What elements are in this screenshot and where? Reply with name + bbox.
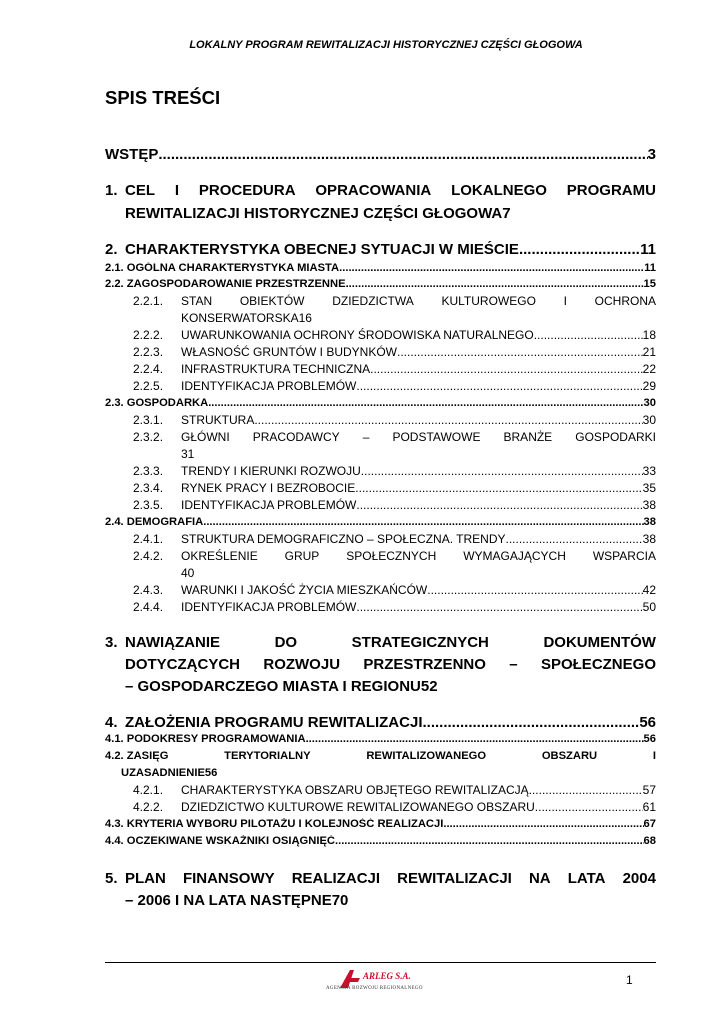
toc-entry-label: 4.3. KRYTERIA WYBORU PILOTAŻU I KOLEJNOŚĆ REALIZACJI: [105, 818, 444, 830]
logo-triangle-inner: [346, 978, 360, 982]
toc-entry-4-3[interactable]: [105, 818, 656, 830]
toc-entry-label: 2.4. DEMOGRAFIA: [105, 516, 204, 528]
toc-entry-chapter-3-line3[interactable]: [125, 678, 656, 695]
toc-entry-2-2-2[interactable]: [105, 328, 656, 342]
toc-page-number: 68: [643, 835, 656, 847]
toc-entry-number: 4.: [105, 714, 118, 731]
toc-entry-label: CHARAKTERYSTYKA OBSZARU OBJĘTEGO REWITALIZACJĄ: [181, 783, 529, 797]
toc-page-number: 56: [204, 767, 218, 779]
dot-leader: [535, 800, 643, 814]
toc-entry-label: TRENDY I KIERUNKI ROZWOJU: [181, 464, 361, 478]
toc-entry-number: 2.: [105, 241, 118, 258]
dot-leader: [422, 714, 639, 731]
dot-leader: [335, 835, 644, 847]
toc-entry-number: 2.2.4.: [133, 362, 164, 376]
toc-entry-2-3-4[interactable]: [105, 481, 656, 495]
toc-page-number: 16: [298, 311, 312, 325]
toc-page-number: 7: [502, 205, 511, 222]
toc-entry-label: 2.2. ZAGOSPODAROWANIE PRZESTRZENNE: [105, 278, 346, 290]
toc-entry-label: 2.3. GOSPODARKA: [105, 397, 209, 409]
toc-page-number: 40: [181, 566, 195, 580]
dot-leader: [254, 413, 642, 427]
dot-leader: [158, 146, 647, 163]
toc-entry-label: ZAŁOŻENIA PROGRAMU REWITALIZACJI: [125, 714, 423, 731]
toc-page-number: 56: [643, 733, 656, 745]
toc-page-number: 38: [643, 516, 656, 528]
toc-entry-label: IDENTYFIKACJA PROBLEMÓW: [181, 600, 357, 614]
toc-entry-label: INFRASTRUKTURA TECHNICZNA: [181, 362, 371, 376]
toc-page-number: 61: [642, 800, 656, 814]
toc-entry-label: 4.4. OCZEKIWANE WSKAŹNIKI OSIĄGNIĘĆ: [105, 835, 335, 847]
dot-leader: [355, 481, 642, 495]
logo-name: ARLEG S.A.: [363, 971, 411, 981]
toc-entry-2-1[interactable]: [105, 262, 656, 274]
toc-entry-number: 2.4.4.: [133, 600, 164, 614]
dot-leader: [361, 464, 643, 478]
page-number: 1: [626, 973, 633, 987]
toc-entry-label: WARUNKI I JAKOŚĆ ŻYCIA MIESZKAŃCÓW: [181, 583, 428, 597]
toc-entry-label-line1: CEL I PROCEDURA OPRACOWANIA LOKALNEGO PROGRAMU: [125, 182, 656, 199]
toc-page-number: 22: [642, 362, 656, 376]
toc-entry-chapter-3[interactable]: [105, 634, 656, 651]
toc-page-number: 29: [642, 379, 656, 393]
dot-leader: [306, 733, 644, 745]
toc-entry-2-2-5[interactable]: [105, 379, 656, 393]
toc-entry-4-2-cont[interactable]: [121, 767, 656, 779]
toc-entry-number: 2.2.5.: [133, 379, 164, 393]
toc-entry-label: IDENTYFIKACJA PROBLEMÓW: [181, 498, 357, 512]
toc-entry-number: 2.2.1.: [133, 294, 164, 308]
dot-leader: [443, 818, 643, 830]
dot-leader: [339, 262, 644, 274]
toc-entry-2-4-3[interactable]: [105, 583, 656, 597]
toc-entry-label: WSTĘP: [105, 146, 159, 163]
toc-page-number: 56: [639, 714, 656, 731]
toc-entry-2-2-4[interactable]: [105, 362, 656, 376]
toc-page-number: 33: [642, 464, 656, 478]
toc-page-number: 42: [642, 583, 656, 597]
toc-entry-number: 5.: [105, 870, 118, 887]
toc-entry-number: 2.3.5.: [133, 498, 164, 512]
toc-entry-chapter-1-cont[interactable]: [125, 205, 656, 222]
toc-entry-label-line2: UZASADNIENIE: [121, 767, 205, 779]
toc-entry-wstep[interactable]: [105, 146, 656, 163]
toc-page-number: 30: [642, 413, 656, 427]
dot-leader: [519, 241, 640, 258]
toc-entry-chapter-4[interactable]: [105, 714, 656, 731]
toc-entry-label-line3: – GOSPODARCZEGO MIASTA I REGIONU: [125, 678, 421, 695]
toc-page-number: 50: [642, 600, 656, 614]
toc-entry-number: 4.2.2.: [133, 800, 164, 814]
toc-entry-2-2[interactable]: [105, 278, 656, 290]
toc-entry-number: 3.: [105, 634, 118, 651]
toc-entry-label: STRUKTURA DEMOGRAFICZNO – SPOŁECZNA. TRENDY: [181, 532, 506, 546]
toc-entry-chapter-1[interactable]: [105, 182, 656, 199]
toc-entry-4-2-2[interactable]: [105, 800, 656, 814]
toc-entry-2-3-3[interactable]: [105, 464, 656, 478]
dot-leader: [356, 600, 642, 614]
toc-entry-label: IDENTYFIKACJA PROBLEMÓW: [181, 379, 357, 393]
toc-page-number: 52: [420, 678, 438, 695]
toc-page-number: 11: [640, 241, 656, 258]
toc-entry-2-4[interactable]: [105, 516, 656, 528]
toc-entry-2-2-1-cont[interactable]: [181, 311, 656, 325]
toc-entry-2-3-1[interactable]: [105, 413, 656, 427]
toc-entry-number: 2.2.2.: [133, 328, 164, 342]
dot-leader: [529, 783, 643, 797]
toc-entry-label-line1: STAN OBIEKTÓW DZIEDZICTWA KULTUROWEGO I OCHRONA: [181, 294, 656, 308]
toc-entry-2-3-2[interactable]: [105, 430, 656, 444]
toc-entry-number: 2.3.3.: [133, 464, 164, 478]
toc-page-number: 30: [643, 397, 656, 409]
dot-leader: [534, 328, 643, 342]
toc-entry-number: 2.4.2.: [133, 549, 164, 563]
toc-entry-2-3[interactable]: [105, 397, 656, 409]
dot-leader: [208, 397, 643, 409]
toc-page-number: 11: [644, 262, 656, 274]
toc-page-number: 21: [642, 345, 656, 359]
toc-entry-label: 4.1. PODOKRESY PROGRAMOWANIA: [105, 733, 306, 745]
toc-page-number: 38: [642, 498, 656, 512]
toc-entry-2-3-5[interactable]: [105, 498, 656, 512]
toc-entry-chapter-3-line2[interactable]: [125, 656, 656, 673]
toc-entry-label-line2: KONSERWATORSKA: [181, 311, 299, 325]
toc-entry-label-line1: PLAN FINANSOWY REALIZACJI REWITALIZACJI NA LATA 2004: [125, 870, 656, 887]
dot-leader: [370, 362, 643, 376]
toc-page-number: 35: [642, 481, 656, 495]
dot-leader: [356, 379, 642, 393]
toc-entry-label-line2: – 2006 I NA LATA NASTĘPNE: [125, 892, 332, 909]
toc-entry-label-line1: 4.2. ZASIĘG TERYTORIALNY REWITALIZOWANEGO OBSZARU I: [105, 750, 656, 762]
toc-entry-2-4-2[interactable]: [105, 549, 656, 563]
toc-entry-number: 2.2.3.: [133, 345, 164, 359]
toc-entry-number: 2.4.3.: [133, 583, 164, 597]
toc-entry-number: 2.3.2.: [133, 430, 164, 444]
toc-entry-4-4[interactable]: [105, 835, 656, 847]
dot-leader: [427, 583, 642, 597]
toc-entry-label: CHARAKTERYSTYKA OBECNEJ SYTUACJI W MIEŚCIE: [125, 241, 519, 258]
toc-entry-number: 2.3.4.: [133, 481, 164, 495]
toc-entry-chapter-5[interactable]: [105, 870, 656, 887]
page-title: SPIS TREŚCI: [105, 87, 221, 108]
dot-leader: [506, 532, 643, 546]
dot-leader: [356, 498, 642, 512]
toc-page-number: 18: [642, 328, 656, 342]
toc-entry-4-2[interactable]: [105, 750, 656, 762]
toc-page-number: 3: [647, 146, 656, 163]
toc-page-number: 67: [643, 818, 656, 830]
dot-leader: [397, 345, 643, 359]
toc-entry-label: RYNEK PRACY I BEZROBOCIE: [181, 481, 356, 495]
toc-page-number: 31: [181, 447, 195, 461]
toc-entry-label-line2: REWITALIZACJI HISTORYCZNEJ CZĘŚCI GŁOGOWA: [125, 205, 503, 222]
dot-leader: [203, 516, 643, 528]
running-header: LOKALNY PROGRAM REWITALIZACJI HISTORYCZNEJ CZĘŚCI GŁOGOWA: [189, 39, 583, 51]
logo-subtitle: AGENCJA ROZWOJU REGIONALNEGO: [326, 986, 423, 991]
toc-entry-2-3-2-cont[interactable]: [181, 447, 656, 461]
toc-entry-number: 2.3.1.: [133, 413, 164, 427]
toc-entry-label-line2: DOTYCZĄCYCH ROZWOJU PRZESTRZENNO – SPOŁECZNEGO: [125, 656, 656, 673]
toc-entry-number: 4.2.1.: [133, 783, 164, 797]
toc-entry-label: 2.1. OGÓLNA CHARAKTERYSTYKA MIASTA: [105, 262, 340, 274]
toc-entry-label-line1: NAWIĄZANIE DO STRATEGICZNYCH DOKUMENTÓW: [125, 634, 656, 651]
toc-entry-label: STRUKTURA: [181, 413, 255, 427]
toc-entry-chapter-5-cont[interactable]: [125, 892, 656, 909]
toc-entry-number: 2.4.1.: [133, 532, 164, 546]
toc-entry-label: DZIEDZICTWO KULTUROWE REWITALIZOWANEGO OBSZARU: [181, 800, 535, 814]
toc-entry-label: UWARUNKOWANIA OCHRONY ŚRODOWISKA NATURALNEGO: [181, 328, 534, 342]
toc-entry-number: 1.: [105, 182, 118, 199]
toc-entry-chapter-2[interactable]: [105, 241, 656, 258]
toc-entry-2-4-2-cont[interactable]: [181, 566, 656, 580]
toc-entry-4-2-1[interactable]: [105, 783, 656, 797]
footer-divider: [105, 962, 656, 963]
toc-page-number: 15: [643, 278, 656, 290]
toc-entry-4-1[interactable]: [105, 733, 656, 745]
dot-leader: [346, 278, 644, 290]
toc-page-number: 38: [642, 532, 656, 546]
toc-entry-label-line1: OKREŚLENIE GRUP SPOŁECZNYCH WYMAGAJĄCYCH WSPARCIA: [181, 549, 656, 563]
toc-entry-2-4-1[interactable]: [105, 532, 656, 546]
toc-page-number: 57: [642, 783, 656, 797]
toc-page-number: 70: [331, 892, 349, 909]
toc-entry-2-2-1[interactable]: [105, 294, 656, 308]
toc-entry-2-2-3[interactable]: [105, 345, 656, 359]
toc-entry-label: WŁASNOŚĆ GRUNTÓW I BUDYNKÓW: [181, 345, 398, 359]
toc-entry-2-4-4[interactable]: [105, 600, 656, 614]
toc-entry-label-line1: GŁÓWNI PRACODAWCY – PODSTAWOWE BRANŻE GOSPODARKI: [181, 430, 656, 444]
